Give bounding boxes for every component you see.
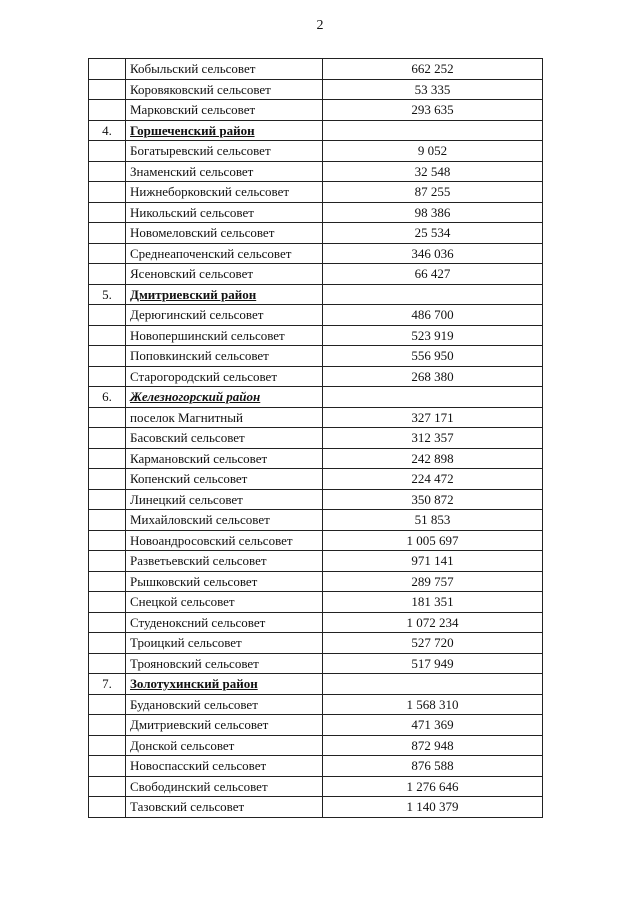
- table-row: [89, 530, 543, 551]
- table-row: [89, 202, 543, 223]
- council-name: Трояновский сельсовет: [126, 653, 323, 674]
- row-number: [89, 776, 126, 797]
- row-number: [89, 346, 126, 367]
- row-number: [89, 448, 126, 469]
- table-row: [89, 756, 543, 777]
- table-row: [89, 243, 543, 264]
- council-name: Кармановский сельсовет: [126, 448, 323, 469]
- district-row: [89, 674, 543, 695]
- amount-value: [323, 674, 543, 695]
- row-number: [89, 530, 126, 551]
- table-row: [89, 448, 543, 469]
- amount-value: 971 141: [323, 551, 543, 572]
- amount-value: 527 720: [323, 633, 543, 654]
- amount-value: 327 171: [323, 407, 543, 428]
- amount-value: 1 276 646: [323, 776, 543, 797]
- row-number: [89, 735, 126, 756]
- table-row: [89, 633, 543, 654]
- row-number: [89, 305, 126, 326]
- amount-value: 51 853: [323, 510, 543, 531]
- amount-value: 293 635: [323, 100, 543, 121]
- table-row: [89, 182, 543, 203]
- amount-value: [323, 120, 543, 141]
- table-row: [89, 59, 543, 80]
- row-number: [89, 551, 126, 572]
- row-number: [89, 469, 126, 490]
- table-row: [89, 79, 543, 100]
- row-number: [89, 715, 126, 736]
- row-number: [89, 264, 126, 285]
- amount-value: 53 335: [323, 79, 543, 100]
- council-name: Донской сельсовет: [126, 735, 323, 756]
- council-name: Дмитриевский сельсовет: [126, 715, 323, 736]
- council-name: Троицкий сельсовет: [126, 633, 323, 654]
- amount-value: 556 950: [323, 346, 543, 367]
- council-name: Знаменский сельсовет: [126, 161, 323, 182]
- council-name: Кобыльский сельсовет: [126, 59, 323, 80]
- council-name: Будановский сельсовет: [126, 694, 323, 715]
- council-name: Богатыревский сельсовет: [126, 141, 323, 162]
- table-row: [89, 694, 543, 715]
- row-number: [89, 653, 126, 674]
- amount-value: 224 472: [323, 469, 543, 490]
- council-name: Басовский сельсовет: [126, 428, 323, 449]
- row-number: [89, 510, 126, 531]
- row-number: [89, 489, 126, 510]
- row-number: [89, 571, 126, 592]
- council-name: Старогородский сельсовет: [126, 366, 323, 387]
- district-name: Золотухинский район: [126, 674, 323, 695]
- amount-value: 1 072 234: [323, 612, 543, 633]
- amount-value: 662 252: [323, 59, 543, 80]
- amount-value: 25 534: [323, 223, 543, 244]
- table-row: [89, 612, 543, 633]
- council-name: Новопершинский сельсовет: [126, 325, 323, 346]
- council-name: Рышковский сельсовет: [126, 571, 323, 592]
- council-name: Ясеновский сельсовет: [126, 264, 323, 285]
- district-name: Железногорский район: [126, 387, 323, 408]
- council-name: Новоандросовский сельсовет: [126, 530, 323, 551]
- row-number: [89, 592, 126, 613]
- amount-value: 517 949: [323, 653, 543, 674]
- table-row: [89, 715, 543, 736]
- district-row: [89, 284, 543, 305]
- amount-value: 876 588: [323, 756, 543, 777]
- council-name: Михайловский сельсовет: [126, 510, 323, 531]
- council-name: Студеноксний сельсовет: [126, 612, 323, 633]
- row-number: [89, 797, 126, 818]
- row-number: [89, 141, 126, 162]
- amount-value: 312 357: [323, 428, 543, 449]
- council-name: Линецкий сельсовет: [126, 489, 323, 510]
- table-row: [89, 264, 543, 285]
- table-row: [89, 325, 543, 346]
- amount-value: 1 005 697: [323, 530, 543, 551]
- table-row: [89, 141, 543, 162]
- row-number: 5.: [89, 284, 126, 305]
- row-number: [89, 182, 126, 203]
- row-number: 7.: [89, 674, 126, 695]
- council-name: Поповкинский сельсовет: [126, 346, 323, 367]
- row-number: [89, 428, 126, 449]
- council-name: Нижнеборковский сельсовет: [126, 182, 323, 203]
- council-name: Новоспасский сельсовет: [126, 756, 323, 777]
- row-number: [89, 223, 126, 244]
- row-number: 6.: [89, 387, 126, 408]
- council-name: Тазовский сельсовет: [126, 797, 323, 818]
- amount-value: 523 919: [323, 325, 543, 346]
- table-row: [89, 776, 543, 797]
- row-number: [89, 366, 126, 387]
- table-row: [89, 100, 543, 121]
- table-body: [89, 59, 543, 818]
- table-row: [89, 305, 543, 326]
- amount-value: 346 036: [323, 243, 543, 264]
- row-number: [89, 612, 126, 633]
- amount-value: 268 380: [323, 366, 543, 387]
- table-row: [89, 161, 543, 182]
- row-number: [89, 202, 126, 223]
- district-name: Дмитриевский район: [126, 284, 323, 305]
- row-number: [89, 325, 126, 346]
- table-row: [89, 735, 543, 756]
- amount-value: 872 948: [323, 735, 543, 756]
- table-row: [89, 571, 543, 592]
- council-name: Копенский сельсовет: [126, 469, 323, 490]
- amount-value: 1 568 310: [323, 694, 543, 715]
- council-name: Марковский сельсовет: [126, 100, 323, 121]
- table-row: [89, 346, 543, 367]
- district-row: [89, 387, 543, 408]
- table-row: [89, 797, 543, 818]
- amount-value: 242 898: [323, 448, 543, 469]
- council-name: Дерюгинский сельсовет: [126, 305, 323, 326]
- council-name: Разветьевский сельсовет: [126, 551, 323, 572]
- row-number: [89, 694, 126, 715]
- council-name: Новомеловский сельсовет: [126, 223, 323, 244]
- table-row: [89, 407, 543, 428]
- council-name: Свободинский сельсовет: [126, 776, 323, 797]
- table-row: [89, 223, 543, 244]
- row-number: [89, 59, 126, 80]
- table-row: [89, 366, 543, 387]
- amount-value: 87 255: [323, 182, 543, 203]
- row-number: [89, 633, 126, 654]
- amount-value: 66 427: [323, 264, 543, 285]
- council-name: Коровяковский сельсовет: [126, 79, 323, 100]
- row-number: [89, 243, 126, 264]
- row-number: 4.: [89, 120, 126, 141]
- district-row: [89, 120, 543, 141]
- council-name: Среднеапоченский сельсовет: [126, 243, 323, 264]
- amount-value: 486 700: [323, 305, 543, 326]
- row-number: [89, 407, 126, 428]
- table-row: [89, 489, 543, 510]
- amount-value: 9 052: [323, 141, 543, 162]
- amount-value: [323, 387, 543, 408]
- amount-value: [323, 284, 543, 305]
- row-number: [89, 756, 126, 777]
- table-row: [89, 592, 543, 613]
- council-name: Снецкой сельсовет: [126, 592, 323, 613]
- amount-value: 1 140 379: [323, 797, 543, 818]
- table-row: [89, 510, 543, 531]
- amount-value: 289 757: [323, 571, 543, 592]
- amount-value: 32 548: [323, 161, 543, 182]
- allocation-table: [88, 58, 543, 818]
- row-number: [89, 100, 126, 121]
- row-number: [89, 79, 126, 100]
- district-name: Горшеченский район: [126, 120, 323, 141]
- row-number: [89, 161, 126, 182]
- amount-value: 350 872: [323, 489, 543, 510]
- amount-value: 98 386: [323, 202, 543, 223]
- council-name: поселок Магнитный: [126, 407, 323, 428]
- amount-value: 471 369: [323, 715, 543, 736]
- table-row: [89, 428, 543, 449]
- amount-value: 181 351: [323, 592, 543, 613]
- table-row: [89, 551, 543, 572]
- page-number: 2: [316, 18, 324, 33]
- table-row: [89, 653, 543, 674]
- council-name: Никольский сельсовет: [126, 202, 323, 223]
- table-row: [89, 469, 543, 490]
